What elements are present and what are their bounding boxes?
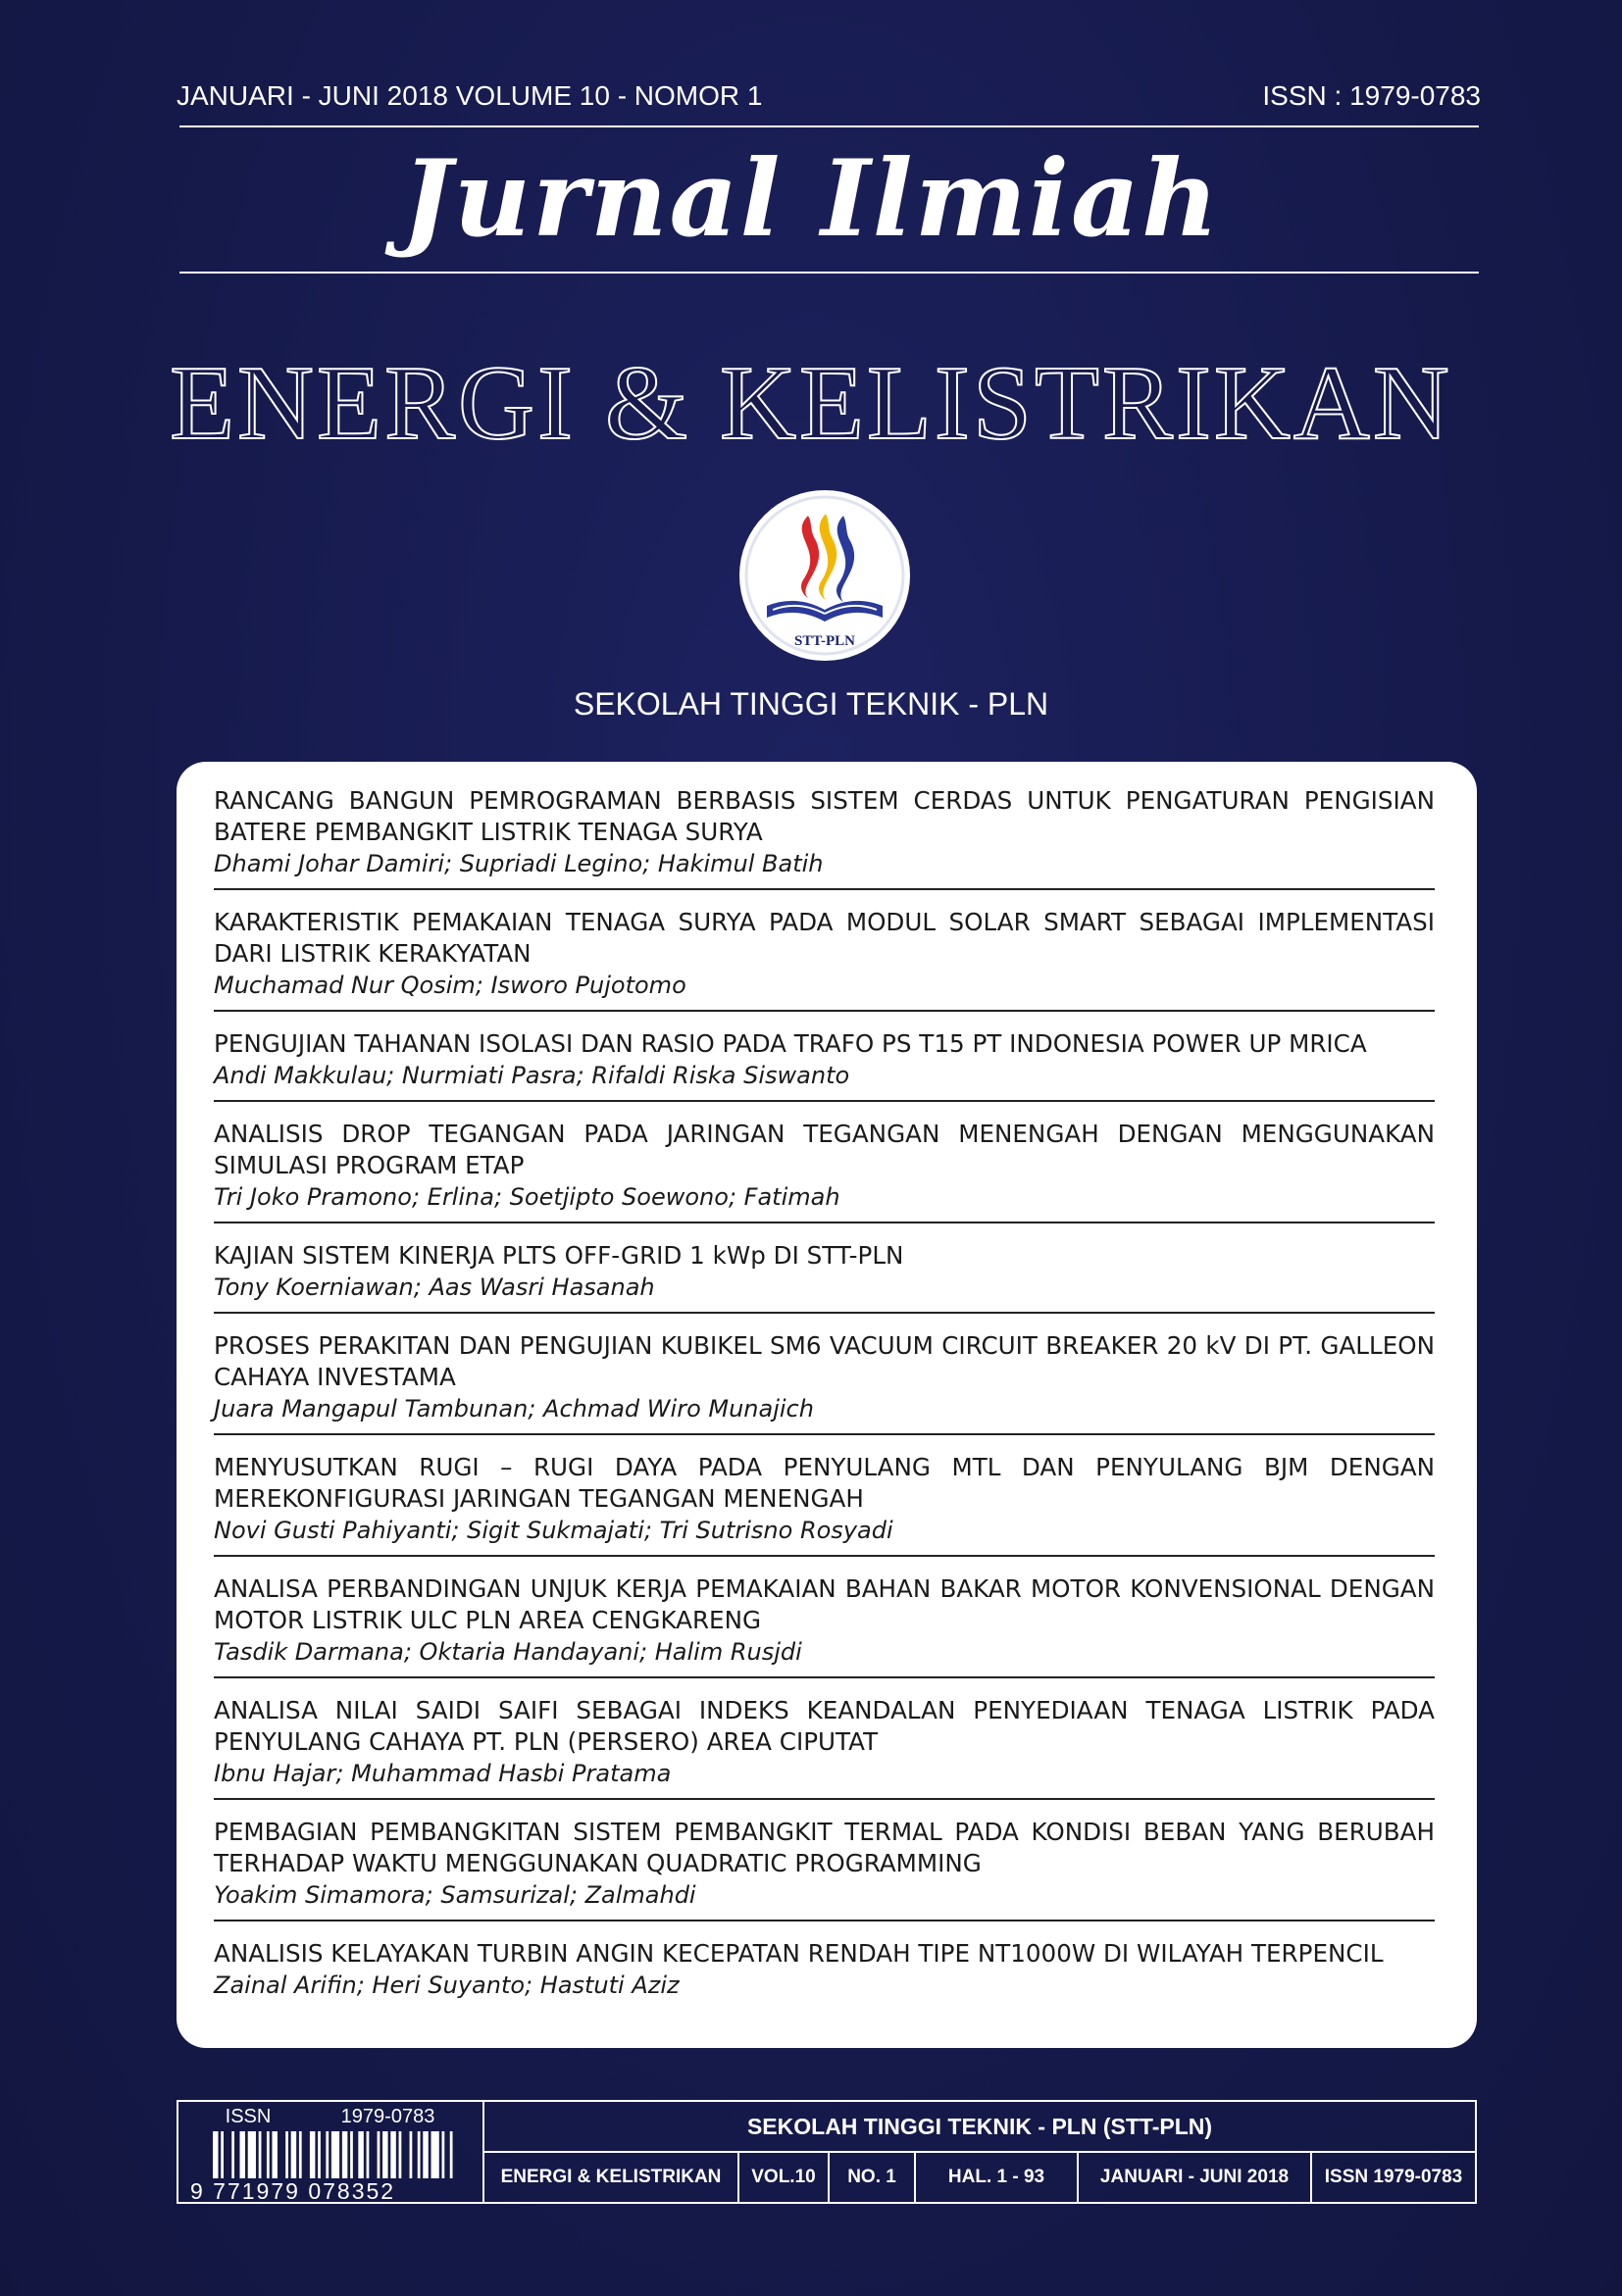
article-authors: Tri Joko Pramono; Erlina; Soetjipto Soewono; Fatimah [214, 1183, 840, 1211]
article-entry [214, 781, 1435, 890]
issn-label: ISSN [225, 2106, 272, 2127]
article-authors: Novi Gusti Pahiyanti; Sigit Sukmajati; Tri Sutrisno Rosyadi [214, 1517, 893, 1544]
article-entry [214, 903, 1435, 1012]
article-entry [214, 1934, 1435, 2010]
issn-label-row [190, 2106, 470, 2128]
footer-cells [484, 2153, 1475, 2202]
article-entry [214, 1813, 1435, 1922]
barcode-bar [318, 2131, 321, 2178]
header-issn: ISSN : 1979-0783 [1262, 80, 1481, 111]
title-divider [179, 272, 1479, 274]
barcode-bar [213, 2131, 218, 2178]
article-authors: Juara Mangapul Tambunan; Achmad Wiro Munajich [214, 1395, 814, 1423]
barcode-bar [431, 2131, 439, 2178]
barcode-bar [221, 2131, 224, 2178]
barcode-bar [272, 2131, 277, 2178]
barcode-bar [331, 2131, 339, 2178]
article-title: KAJIAN SISTEM KINERJA PLTS OFF-GRID 1 kWp DI STT-PLN [214, 1241, 904, 1270]
issn-number: 1979-0783 [340, 2106, 435, 2127]
barcode-bar [267, 2131, 270, 2178]
barcode-bar [299, 2131, 302, 2178]
barcode-bar [350, 2131, 353, 2178]
barcode-bar [291, 2131, 296, 2178]
barcode [213, 2131, 458, 2178]
barcode-bar [358, 2131, 363, 2178]
article-title: PROSES PERAKITAN DAN PENGUJIAN KUBIKEL SM6 VACUUM CIRCUIT BREAKER 20 kV DI PT. GALLEON CAHAYA INVESTAMA [214, 1331, 1435, 1391]
article-entry [214, 1570, 1435, 1678]
article-authors: Tony Koerniawan; Aas Wasri Hasanah [214, 1273, 655, 1301]
issue-line: JANUARI - JUNI 2018 VOLUME 10 - NOMOR 1 [177, 80, 763, 111]
institution-name: SEKOLAH TINGGI TEKNIK - PLN [573, 686, 1049, 722]
article-title: ANALISA PERBANDINGAN UNJUK KERJA PEMAKAIAN BAHAN BAKAR MOTOR KONVENSIONAL DENGAN MOTOR LISTRIK ULC PLN AREA CENGKARENG [214, 1574, 1435, 1634]
article-authors: Muchamad Nur Qosim; Isworo Pujotomo [214, 972, 686, 999]
article-title: RANCANG BANGUN PEMROGRAMAN BERBASIS SISTEM CERDAS UNTUK PENGATURAN PENGISIAN BATERE PEMBANGKIT LISTRIK TENAGA SURYA [214, 786, 1435, 846]
barcode-bar [342, 2131, 347, 2178]
main-title: ENERGI & KELISTRIKAN [170, 345, 1452, 462]
article-authors: Ibnu Hajar; Muhammad Hasbi Pratama [214, 1760, 672, 1787]
article-title: PEMBAGIAN PEMBANGKITAN SISTEM PEMBANGKIT TERMAL PADA KONDISI BEBAN YANG BERUBAH TERHADAP WAKTU MENGGUNAKAN QUADRATIC PROGRAMMING [214, 1818, 1435, 1877]
article-authors: Yoakim Simamora; Samsurizal; Zalmahdi [214, 1881, 696, 1909]
barcode-bar [285, 2131, 288, 2178]
header-line [177, 76, 1481, 116]
barcode-bar [382, 2131, 387, 2178]
publisher-name: SEKOLAH TINGGI TEKNIK - PLN (STT-PLN) [484, 2102, 1475, 2153]
footer-number: NO. 1 [830, 2153, 916, 2202]
article-entry [214, 1115, 1435, 1223]
barcode-bar [239, 2131, 244, 2178]
article-title: KARAKTERISTIK PEMAKAIAN TENAGA SURYA PADA MODUL SOLAR SMART SEBAGAI IMPLEMENTASI DARI LISTRIK KERAKYATAN [214, 908, 1435, 968]
barcode-digits: 9 771979 078352 [190, 2178, 396, 2204]
barcode-bar [378, 2131, 380, 2178]
barcode-bar [259, 2131, 262, 2178]
footer-volume: VOL.10 [739, 2153, 830, 2202]
article-entry [214, 1691, 1435, 1800]
footer-journal: ENERGI & KELISTRIKAN [484, 2153, 739, 2202]
article-entry [214, 1024, 1435, 1102]
footer-pages: HAL. 1 - 93 [916, 2153, 1079, 2202]
script-title: Jurnal Ilmiah [401, 137, 1221, 261]
article-title: ANALISA NILAI SAIDI SAIFI SEBAGAI INDEKS KEANDALAN PENYEDIAAN TENAGA LISTRIK PADA PENYULANG CAHAYA PT. PLN (PERSERO) AREA CIPUTAT [214, 1696, 1435, 1756]
stt-pln-logo [737, 488, 912, 663]
footer-period: JANUARI - JUNI 2018 [1079, 2153, 1312, 2202]
issn-barcode-box [178, 2102, 484, 2202]
article-entry [214, 1236, 1435, 1314]
article-authors: Dhami Johar Damiri; Supriadi Legino; Hakimul Batih [214, 850, 824, 877]
article-entry [214, 1448, 1435, 1557]
article-title: ANALISIS KELAYAKAN TURBIN ANGIN KECEPATAN RENDAH TIPE NT1000W DI WILAYAH TERPENCIL [214, 1939, 1384, 1968]
article-title: ANALISIS DROP TEGANGAN PADA JARINGAN TEGANGAN MENENGAH DENGAN MENGGUNAKAN SIMULASI PROGRAM ETAP [214, 1120, 1435, 1179]
article-title: MENYUSUTKAN RUGI – RUGI DAYA PADA PENYULANG MTL DAN PENYULANG BJM DENGAN MEREKONFIGURASI JARINGAN TEGANGAN MENENGAH [214, 1453, 1435, 1513]
table-of-contents [177, 762, 1477, 2048]
barcode-bar [367, 2131, 370, 2178]
footer-bar [177, 2100, 1477, 2204]
barcode-bar [399, 2131, 402, 2178]
logo-text: STT-PLN [794, 633, 855, 649]
article-authors: Tasdik Darmana; Oktaria Handayani; Halim Rusjdi [214, 1638, 802, 1666]
footer-info [484, 2102, 1475, 2202]
barcode-bar [423, 2131, 428, 2178]
barcode-bar [248, 2131, 256, 2178]
footer-issn: ISSN 1979-0783 [1324, 2167, 1463, 2187]
article-authors: Andi Makkulau; Nurmiati Pasra; Rifaldi Riska Siswanto [214, 1062, 850, 1089]
barcode-bar [390, 2131, 395, 2178]
barcode-bar [310, 2131, 315, 2178]
article-authors: Zainal Arifin; Heri Suyanto; Hastuti Aziz [214, 1972, 680, 1999]
header-divider [179, 125, 1479, 127]
barcode-bar [418, 2131, 421, 2178]
article-entry [214, 1326, 1435, 1435]
article-title: PENGUJIAN TAHANAN ISOLASI DAN RASIO PADA TRAFO PS T15 PT INDONESIA POWER UP MRICA [214, 1029, 1367, 1058]
barcode-bar [326, 2131, 329, 2178]
barcode-bar [410, 2131, 413, 2178]
barcode-bar [442, 2131, 445, 2178]
barcode-bar [450, 2131, 453, 2178]
barcode-bar [231, 2131, 234, 2178]
